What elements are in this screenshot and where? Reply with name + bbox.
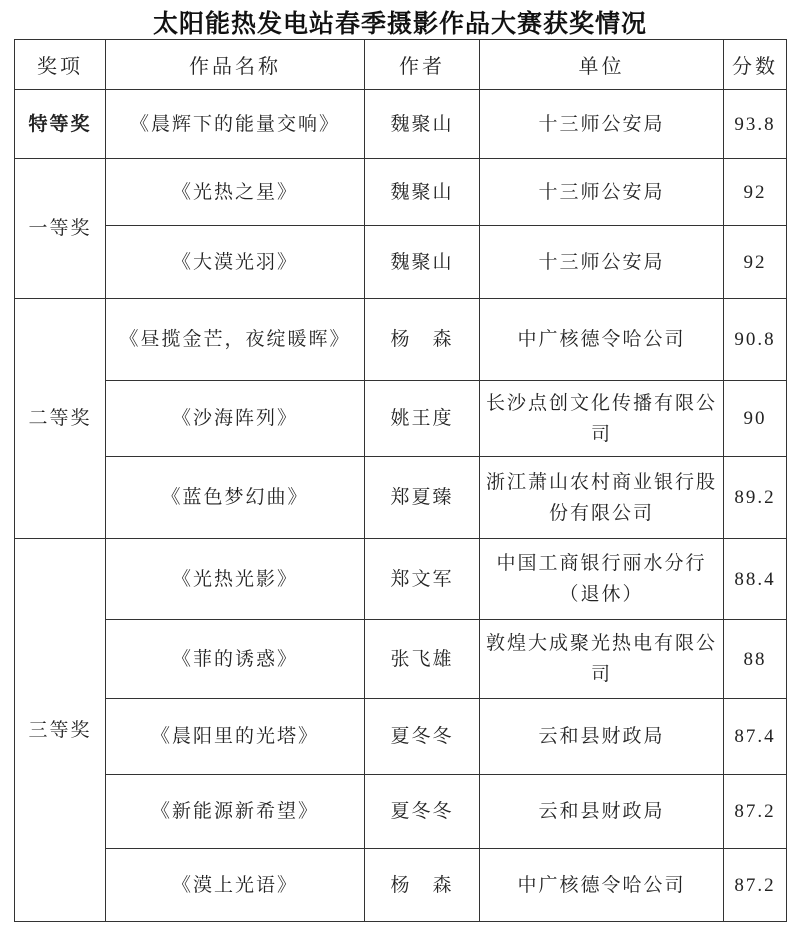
unit-cell: 中广核德令哈公司	[480, 849, 724, 922]
score-cell: 87.2	[724, 775, 787, 849]
header-score: 分数	[724, 40, 787, 90]
awards-table	[14, 39, 787, 922]
score-cell: 87.4	[724, 699, 787, 775]
award-cell-second: 二等奖	[15, 299, 106, 539]
table-row	[15, 299, 787, 381]
work-cell: 《菲的诱惑》	[106, 620, 365, 699]
author-cell: 魏聚山	[365, 159, 480, 226]
author-cell: 郑夏臻	[365, 457, 480, 539]
table-row	[15, 226, 787, 299]
table-row	[15, 699, 787, 775]
score-cell: 88	[724, 620, 787, 699]
author-cell: 姚王度	[365, 381, 480, 457]
author-cell: 魏聚山	[365, 90, 480, 159]
author-cell: 夏冬冬	[365, 775, 480, 849]
unit-cell: 长沙点创文化传播有限公司	[480, 381, 724, 457]
unit-cell: 云和县财政局	[480, 699, 724, 775]
header-work: 作品名称	[106, 40, 365, 90]
score-cell: 92	[724, 159, 787, 226]
score-cell: 88.4	[724, 539, 787, 620]
table-row	[15, 539, 787, 620]
unit-cell: 云和县财政局	[480, 775, 724, 849]
work-cell: 《蓝色梦幻曲》	[106, 457, 365, 539]
work-cell: 《新能源新希望》	[106, 775, 365, 849]
unit-cell: 敦煌大成聚光热电有限公司	[480, 620, 724, 699]
score-cell: 87.2	[724, 849, 787, 922]
unit-cell: 十三师公安局	[480, 90, 724, 159]
table-row	[15, 381, 787, 457]
author-cell: 张飞雄	[365, 620, 480, 699]
award-cell-special: 特等奖	[15, 90, 106, 159]
score-cell: 90.8	[724, 299, 787, 381]
author-cell: 郑文军	[365, 539, 480, 620]
work-cell: 《晨阳里的光塔》	[106, 699, 365, 775]
author-cell: 杨 森	[365, 849, 480, 922]
table-row	[15, 90, 787, 159]
author-cell: 杨 森	[365, 299, 480, 381]
work-cell: 《昼揽金芒，夜绽暖晖》	[106, 299, 365, 381]
score-cell: 92	[724, 226, 787, 299]
unit-cell: 十三师公安局	[480, 159, 724, 226]
score-cell: 89.2	[724, 457, 787, 539]
work-cell: 《光热之星》	[106, 159, 365, 226]
header-unit: 单位	[480, 40, 724, 90]
header-author: 作者	[365, 40, 480, 90]
unit-cell: 浙江萧山农村商业银行股份有限公司	[480, 457, 724, 539]
unit-cell: 十三师公安局	[480, 226, 724, 299]
table-row	[15, 849, 787, 922]
page-title: 太阳能热发电站春季摄影作品大赛获奖情况	[152, 9, 647, 38]
unit-cell: 中国工商银行丽水分行（退休）	[480, 539, 724, 620]
header-award: 奖项	[15, 40, 106, 90]
author-cell: 魏聚山	[365, 226, 480, 299]
score-cell: 93.8	[724, 90, 787, 159]
work-cell: 《晨辉下的能量交响》	[106, 90, 365, 159]
table-header-row	[15, 40, 787, 90]
table-row	[15, 159, 787, 226]
table-row	[15, 775, 787, 849]
award-cell-third: 三等奖	[15, 539, 106, 922]
table-row	[15, 620, 787, 699]
unit-cell: 中广核德令哈公司	[480, 299, 724, 381]
work-cell: 《漠上光语》	[106, 849, 365, 922]
work-cell: 《沙海阵列》	[106, 381, 365, 457]
table-row	[15, 457, 787, 539]
work-cell: 《光热光影》	[106, 539, 365, 620]
author-cell: 夏冬冬	[365, 699, 480, 775]
work-cell: 《大漠光羽》	[106, 226, 365, 299]
award-cell-first: 一等奖	[15, 159, 106, 299]
score-cell: 90	[724, 381, 787, 457]
